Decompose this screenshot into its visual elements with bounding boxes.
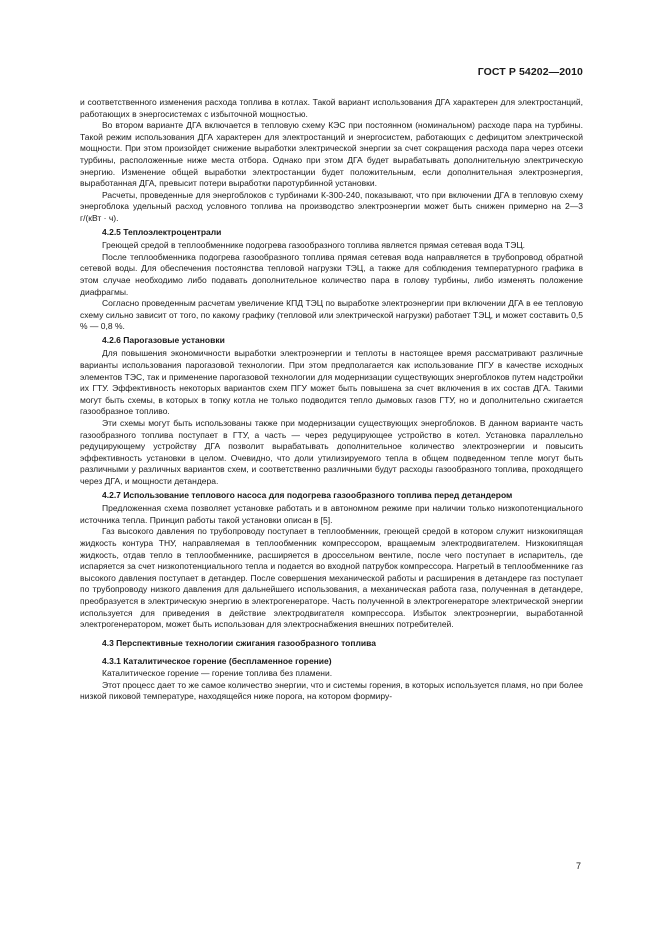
section-heading-4-2-7: 4.2.7 Использование теплового насоса для подогрева газообразного топлива перед детандером [102, 489, 513, 500]
section-heading-4-2-6: 4.2.6 Парогазовые установки [102, 334, 225, 345]
paragraph: Расчеты, проведенные для энергоблоков с турбинами К-300-240, показывают, что при включении ДГА в тепловую схему энергоблока удельный расход условного топлива на производство электроэнергии может быть снижен примерно на 2—3 г/(кВт · ч). [80, 189, 583, 223]
paragraph: После теплообменника подогрева газообразного топлива прямая сетевая вода направляется в трубопровод обратной сетевой воды. Для обеспечения постоянства тепловой нагрузки ТЭЦ, а также для соблюдения температурного графика в этом случае необходимо либо подавать дополнительное количество пара в голову турбины, либо изменять положение диафрагмы. [80, 251, 583, 297]
paragraph: Во втором варианте ДГА включается в тепловую схему КЭС при постоянном (номинальном) расходе пара на турбины. Такой режим использования ДГА характерен для электростанций и энергосистем, работающих с дефицитом электрической мощности. При этом произойдет снижение выработки электрической энергии за счет сокращения расхода пара через отсеки турбины, расположенные ниже места отбора. Однако при этом ДГА будет вырабатывать дополнительную электрическую энергию. Изменение общей выработки электростанции будет положительным, если дополнительная электроэнергия, выработанная ДГА, превысит потери выработки паротурбинной установки. [80, 120, 583, 189]
paragraph: Этот процесс дает то же самое количество энергии, что и системы горения, в которых используется пламя, но при более низкой пиковой температуре, находящейся ниже порога, на котором формиру- [80, 679, 583, 702]
paragraph: Для повышения экономичности выработки электроэнергии и теплоты в настоящее время рассматривают различные варианты использования парогазовой технологии. При этом предполагается как использование ПГУ в качестве исходных элементов ТЭС, так и применение парогазовой технологии для модернизации существующих энергоблоков путем надстройки их ГТУ. Эффективность некоторых вариантов схем ПГУ может быть повышена за счет включения в их состав ДГА. Такими могут быть схемы, в которых в топку котла не только подводится тепло дымовых газов ГТУ, но и дополнительно сжигается газообразное топливо. [80, 348, 583, 417]
paragraph: Эти схемы могут быть использованы также при модернизации существующих энергоблоков. В данном варианте часть газообразного топлива поступает в ГТУ, а часть — через редуцирующее устройство в котел. Установка параллельно редуцирующему устройству ДГА позволит вырабатывать дополнительное количество электроэнергии и повысить эффективность установки в целом. Очевидно, что доли утилизируемого тепла в общем подведенном тепле могут быть различными у различных вариантов схем, и соответственно различными будут расходы газообразного топлива, проходящего через ДГА, и мощности детандера. [80, 418, 583, 486]
section-heading-4-3: 4.3 Перспективные технологии сжигания газообразного топлива [102, 637, 376, 648]
section-heading-4-2-5: 4.2.5 Теплоэлектроцентрали [102, 226, 222, 237]
paragraph: Греющей средой в теплообменнике подогрева газообразного топлива является прямая сетевая вода ТЭЦ. [102, 240, 526, 251]
paragraph: Предложенная схема позволяет установке работать и в автономном режиме при наличии только низкопотенциального источника тепла. Принцип работы такой установки описан в [5]. [80, 503, 583, 525]
document-body [80, 97, 583, 703]
paragraph-continuation: и соответственного изменения расхода топлива в котлах. Такой вариант использования ДГА характерен для электростанций, работающих в энергосистемах с избыточной мощностью. [80, 97, 583, 119]
paragraph: Газ высокого давления по трубопроводу поступает в теплообменник, греющей средой в котором служит низкокипящая жидкость контура ТНУ, направляемая в теплообменник компрессором, вращаемым электродвигателем. Низкокипящая жидкость, отдав тепло в теплообменнике, расширяется в дроссельном вентиле, после чего поступает в испаритель, где испаряется за счет низкопотенциального тепла и подается во входной патрубок компрессора. Нагретый в теплообменнике газ высокого давления поступает в детандер. После совершения механической работы и расширения в детандере газ поступает по трубопроводу низкого давления для дальнейшего использования, а механическая работа газа, полученная в детандере, преобразуется в электрическую энергию в электрогенераторе. Часть полученной в электрогенераторе электрической энергии используется для приведения в действие электродвигателя компрессора. Избыток электроэнергии, выработанной электрогенератором, может быть использован для электроснабжения внешних потребителей. [80, 526, 583, 630]
paragraph: Согласно проведенным расчетам увеличение КПД ТЭЦ по выработке электроэнергии при включении ДГА в ее тепловую схему сильно зависит от того, по какому графику (тепловой или электрической нагрузки) работает ТЭЦ, и может составить 0,5 % — 0,8 %. [80, 298, 583, 332]
document-id-header: ГОСТ Р 54202—2010 [477, 66, 583, 78]
page-number: 7 [575, 861, 581, 871]
paragraph: Каталитическое горение — горение топлива без пламени. [102, 667, 333, 678]
section-heading-4-3-1: 4.3.1 Каталитическое горение (беспламенное горение) [102, 656, 332, 667]
